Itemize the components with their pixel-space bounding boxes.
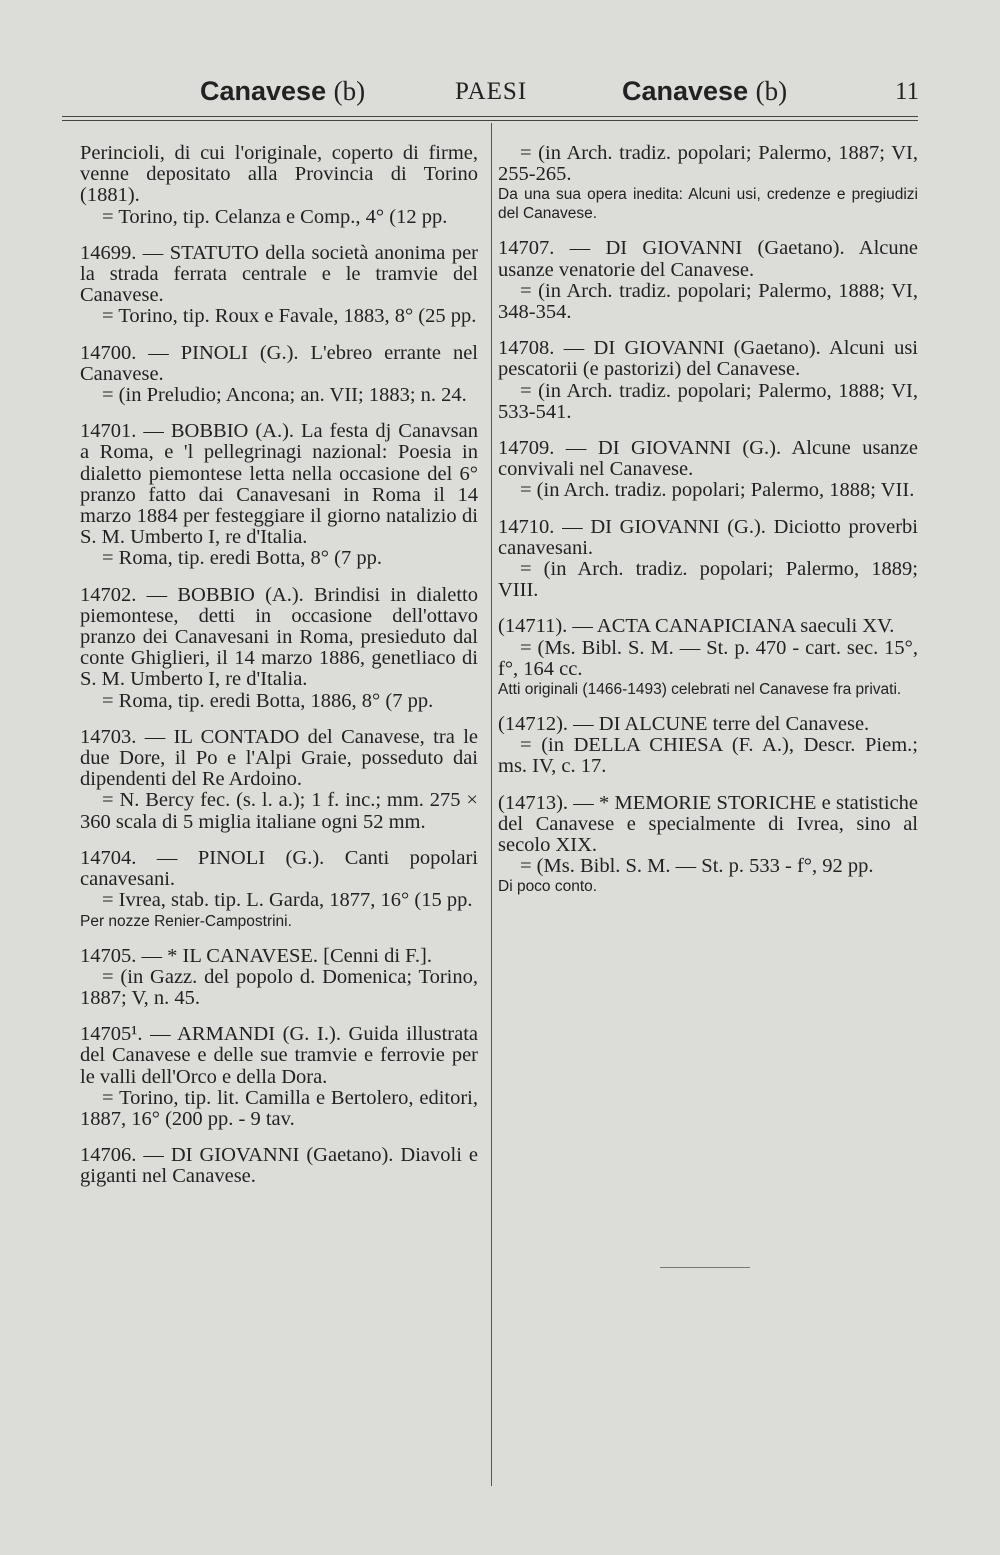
entry-14706 [80, 1145, 478, 1187]
entry-note: Di poco conto. [498, 878, 598, 896]
entry-imprint: = (in Arch. tradiz. popolari; Palermo, 1888; VII. [520, 479, 915, 502]
entry-text: 14707. — DI GIOVANNI (Gaetano). Alcune usanze venatorie del Canavese. [498, 237, 918, 281]
header-left-title: Canavese (b) [200, 76, 366, 106]
entry-14703 [80, 727, 478, 833]
entry-note: Atti originali (1466-1493) celebrati nel Canavese fra privati. [498, 681, 902, 699]
entry-text: (14713). — * MEMORIE STORICHE e statistiche del Canavese e specialmente di Ivrea, sino al secolo XIX. [498, 791, 918, 857]
entry-imprint: = (Ms. Bibl. S. M. — St. p. 470 - cart. sec. 15°, f°, 164 cc. [498, 636, 918, 680]
header-right-title: Canavese (b) [622, 76, 788, 106]
running-header [60, 76, 920, 116]
entry-14713 [498, 793, 918, 897]
entry-14699 [80, 243, 478, 328]
entry-imprint: = Ivrea, stab. tip. L. Garda, 1877, 16° (15 pp. [102, 889, 473, 912]
entry-imprint: = Torino, tip. Roux e Favale, 1883, 8° (25 pp. [102, 305, 477, 328]
entry-text: 14709. — DI GIOVANNI (G.). Alcune usanze convivali nel Canavese. [498, 437, 918, 481]
entry-imprint: = (in Arch. tradiz. popolari; Palermo, 1887; VI, 255-265. [498, 142, 918, 186]
entry-14701 [80, 421, 478, 569]
entry-text: 14708. — DI GIOVANNI (Gaetano). Alcuni usi pescatorii (e pastorizi) del Canavese. [498, 337, 918, 381]
entry-imprint: = (in DELLA CHIESA (F. A.), Descr. Piem.; ms. IV, c. 17. [498, 734, 918, 778]
entry-note: Da una sua opera inedita: Alcuni usi, credenze e pregiudizi del Canavese. [498, 186, 918, 223]
entry-14705-1 [80, 1024, 478, 1130]
header-rule-bottom [62, 120, 918, 121]
entry-text: 14703. — IL CONTADO del Canavese, tra le due Dore, il Po e l'Alpi Graie, posseduto dai dipendenti del Re Ardoino. [80, 725, 478, 791]
entry-14710 [498, 517, 918, 602]
entry-imprint: = (in Arch. tradiz. popolari; Palermo, 1888; VI, 533-541. [498, 379, 918, 423]
entry-imprint: = Roma, tip. eredi Botta, 1886, 8° (7 pp. [102, 689, 434, 712]
page-number: 11 [895, 78, 920, 105]
entry-text: 14699. — STATUTO della società anonima per la strada ferrata centrale e le tramvie del Canavese. [80, 241, 478, 307]
entry-text: (14712). — DI ALCUNE terre del Canavese. [498, 713, 870, 736]
entry-imprint: = Roma, tip. eredi Botta, 8° (7 pp. [102, 547, 382, 570]
entry-text: 14705¹. — ARMANDI (G. I.). Guida illustrata del Canavese e delle sue tramvie e ferrovie per le valli dell'Orco e della Dora. [80, 1023, 478, 1088]
entry-14706-continued [498, 143, 918, 223]
entry-14707 [498, 238, 918, 323]
entry-imprint: = (in Arch. tradiz. popolari; Palermo, 1889; VIII. [498, 558, 918, 602]
entry-14700 [80, 343, 478, 407]
entry-14709 [498, 438, 918, 502]
entry-14711 [498, 616, 918, 699]
left-column [80, 143, 478, 1203]
entry-14712 [498, 714, 918, 778]
entry-text: Perincioli, di cui l'originale, coperto di firme, venne depositato alla Provincia di Torino (1881). [80, 142, 478, 207]
entry-imprint: = Torino, tip. lit. Camilla e Bertolero, editori, 1887, 16° (200 pp. - 9 tav. [80, 1086, 478, 1130]
entry-imprint: = Torino, tip. Celanza e Comp., 4° (12 pp. [102, 205, 448, 228]
entry-text: 14706. — DI GIOVANNI (Gaetano). Diavoli e giganti nel Canavese. [80, 1144, 478, 1188]
entry-14704 [80, 848, 478, 931]
entry-14702 [80, 585, 478, 712]
entry-imprint: = (in Arch. tradiz. popolari; Palermo, 1888; VI, 348-354. [498, 279, 918, 324]
entry-14705 [80, 946, 478, 1010]
entry-imprint: = (in Preludio; Ancona; an. VII; 1883; n. 24. [102, 384, 467, 407]
entry-text: 14705. — * IL CANAVESE. [Cenni di F.]. [80, 944, 432, 967]
entry-imprint: = N. Bercy fec. (s. l. a.); 1 f. inc.; mm. 275 × 360 scala di 5 miglia italiane ogni 52 mm. [80, 789, 478, 833]
entry-text: 14704. — PINOLI (G.). Canti popolari canavesani. [80, 846, 478, 891]
entry-text: 14702. — BOBBIO (A.). Brindisi in dialetto piemontese, detti in occasione dell'ottavo pranzo dei Canavesani in Roma, presieduto dal conte Ghiglieri, il 14 marzo 1886, genetliaco di S. M. Umberto I, re d'Italia. [80, 583, 478, 691]
header-rule-top [62, 116, 918, 117]
entry-text: 14701. — BOBBIO (A.). La festa dj Canavsan a Roma, e 'l pellegrinagi nazional: Poesia in dialetto piemontese letta nella occasione del 6° pranzo fatto dai Canavesani in Roma il 14 marzo 1884 per festeggiare il giorno natalizio di S. M. Umberto I, re d'Italia. [80, 420, 478, 549]
entry-text: 14700. — PINOLI (G.). L'ebreo errante nel Canavese. [80, 341, 478, 385]
closing-rule [660, 1267, 750, 1268]
right-column [498, 143, 918, 911]
entry-14708 [498, 338, 918, 423]
entry-imprint: = (Ms. Bibl. S. M. — St. p. 533 - f°, 92 pp. [520, 855, 874, 878]
header-center: PAESI [455, 78, 528, 105]
entry-imprint: = (in Gazz. del popolo d. Domenica; Torino, 1887; V, n. 45. [80, 965, 478, 1009]
column-divider [491, 123, 492, 1486]
entry-continuation [80, 143, 478, 228]
entry-note: Per nozze Renier-Campostrini. [80, 912, 292, 930]
entry-text: 14710. — DI GIOVANNI (G.). Diciotto proverbi canavesani. [498, 515, 918, 559]
entry-text: (14711). — ACTA CANAPICIANA saeculi XV. [498, 615, 895, 638]
